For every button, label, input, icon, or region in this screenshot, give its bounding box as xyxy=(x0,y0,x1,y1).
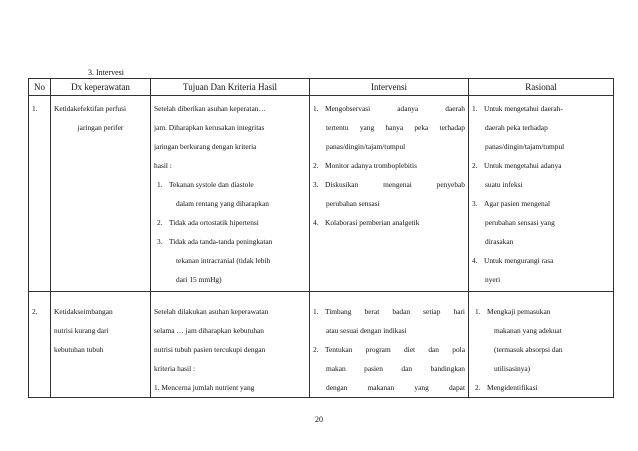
rationale-cell: 1. Mengkaji pemasukan makanan yang adekuat (termasuk absorpsi dan utilisasinya) 2. Mengidentifikasi xyxy=(469,292,614,398)
page-number: 20 xyxy=(315,415,323,424)
header-tujuan: Tujuan Dan Kriteria Hasil xyxy=(151,79,310,96)
row-number: 2. xyxy=(29,292,51,398)
diagnosis-cell: Ketidakseimbangan nutrisi kurang dari kebutuhan tubuh xyxy=(51,292,151,398)
intervention-table xyxy=(28,78,614,398)
intervention-cell: 1. Mengobservasi adanya daerah tertentu yang hanya peka terhadap panas/dingin/tajam/tumpul 2. Monitor adanya tromboplebitis 3. Diskusikan mengenai penyebab perubahan sensasi 4. Kolaborasi pemberian analgetik xyxy=(310,96,469,292)
intervention-cell: 1. Timbang berat badan setiap hari atau sesuai dengan indikasi 2. Tentukan program diet dan pola makan pasien dan bandingkan dengan makanan yang dapat xyxy=(310,292,469,398)
header-rasional: Rasional xyxy=(469,79,614,96)
table-row xyxy=(29,96,614,292)
rationale-cell: 1. Untuk mengetahui daerah- daerah peka terhadap panas/dingin/tajam/tumpul 2. Untuk mengetahui adanya suatu infeksi 3. Agar pasien mengenal perubahan sensasi yang dirasakan 4. Untuk mengurangi rasa nyeri xyxy=(469,96,614,292)
table-header-row xyxy=(29,79,614,96)
header-dx: Dx keperawatan xyxy=(51,79,151,96)
header-no: No xyxy=(29,79,51,96)
goal-criteria-cell: Setelah dilakukan asuhan keperawatan selama … jam diharapkan kebutuhan nutrisi tubuh pasien tercukupi dengan kriteria hasil : 1. Mencerna jumlah nutrient yang xyxy=(151,292,310,398)
goal-criteria-cell: Setelah diberikan asuhan keperatan… jam. Diharapkan kerusakan integritas jaringan berkurang dengan kriteria hasil : 1. Tekanan systole dan diastole dalam rentang yang diharapkan 2. Tidak ada ortostatik hipertensi 3. Tidak ada tanda-tanda peningkatan tekanan intracranial (tidak lebih dari 15 mmHg) xyxy=(151,96,310,292)
section-heading: 3. Intervesi xyxy=(88,68,124,77)
header-intervensi: Intervensi xyxy=(310,79,469,96)
diagnosis-cell: Ketidakefektifan perfusi jaringan perifer xyxy=(51,96,151,292)
table-row xyxy=(29,292,614,398)
row-number: 1. xyxy=(29,96,51,292)
